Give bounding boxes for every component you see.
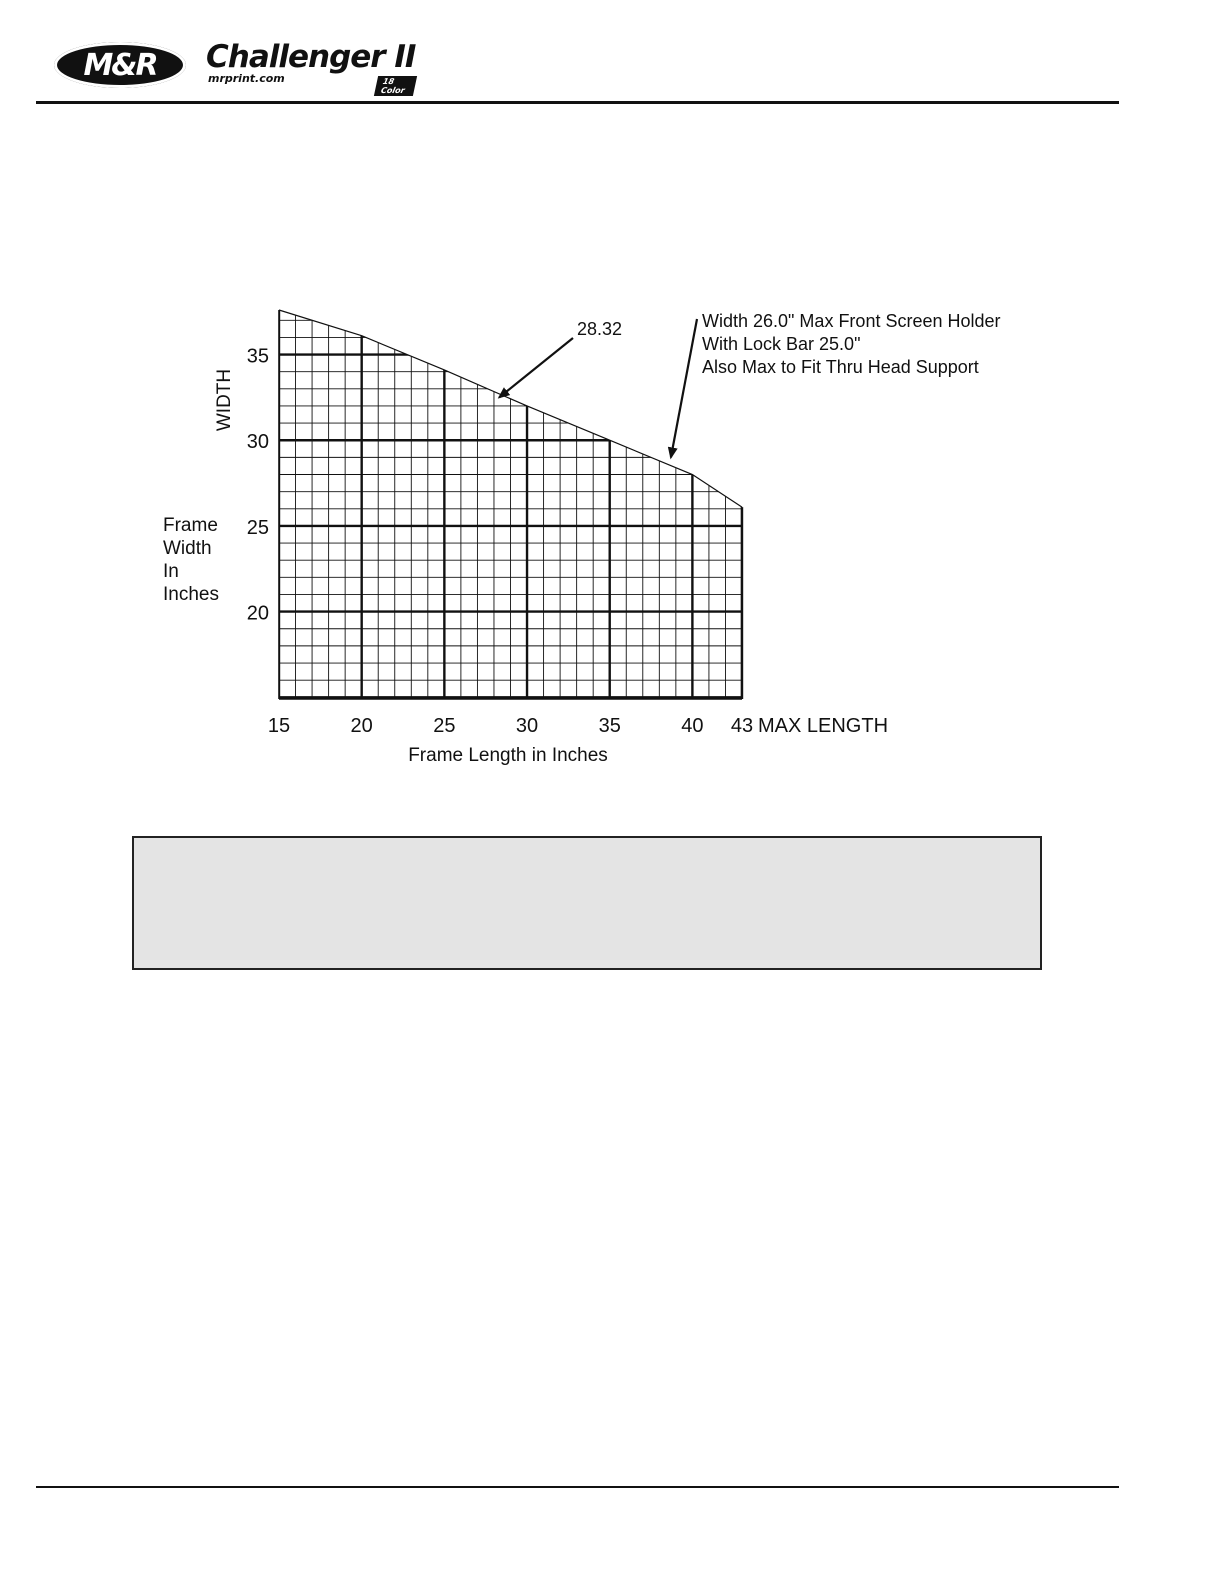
y-axis-title: WIDTH [214, 368, 235, 432]
x-tick-label: 25 [433, 715, 456, 737]
color-badge: 18 Color [374, 76, 418, 96]
x-tick-label: 20 [350, 715, 373, 737]
website-url: mrprint.com [208, 72, 285, 85]
annotation-max-width-line: Width 26.0" Max Front Screen Holder [702, 311, 1001, 331]
y-side-label: Width [163, 538, 212, 559]
x-axis-title: Frame Length in Inches [408, 745, 608, 766]
x-tick-label: 30 [515, 715, 539, 737]
annotation-max-width-line: Also Max to Fit Thru Head Support [702, 357, 979, 377]
logo-text: M&R [83, 47, 157, 83]
note-box [132, 836, 1042, 970]
x-end-label: MAX LENGTH [758, 715, 889, 737]
annotation-arrow-28-32 [499, 338, 573, 397]
annotation-max-width-line: With Lock Bar 25.0" [702, 334, 861, 354]
y-tick-label: 35 [246, 345, 269, 368]
x-tick-label: 40 [681, 715, 704, 737]
grid-lines [279, 310, 742, 699]
annotation-28-32: 28.32 [577, 319, 623, 339]
y-tick-label: 25 [246, 516, 269, 539]
x-tick-label: 43 [730, 715, 754, 737]
annotation-arrow-max-width [671, 319, 697, 457]
y-tick-label: 30 [246, 431, 269, 454]
y-side-label: In [163, 561, 179, 582]
x-tick-label: 15 [267, 715, 291, 737]
y-side-label: Frame [163, 515, 218, 536]
product-name: Challenger II [206, 39, 416, 75]
x-tick-label: 35 [598, 715, 621, 737]
footer-rule [36, 1486, 1119, 1488]
y-tick-label: 20 [246, 602, 269, 625]
y-side-label: Inches [163, 584, 219, 605]
